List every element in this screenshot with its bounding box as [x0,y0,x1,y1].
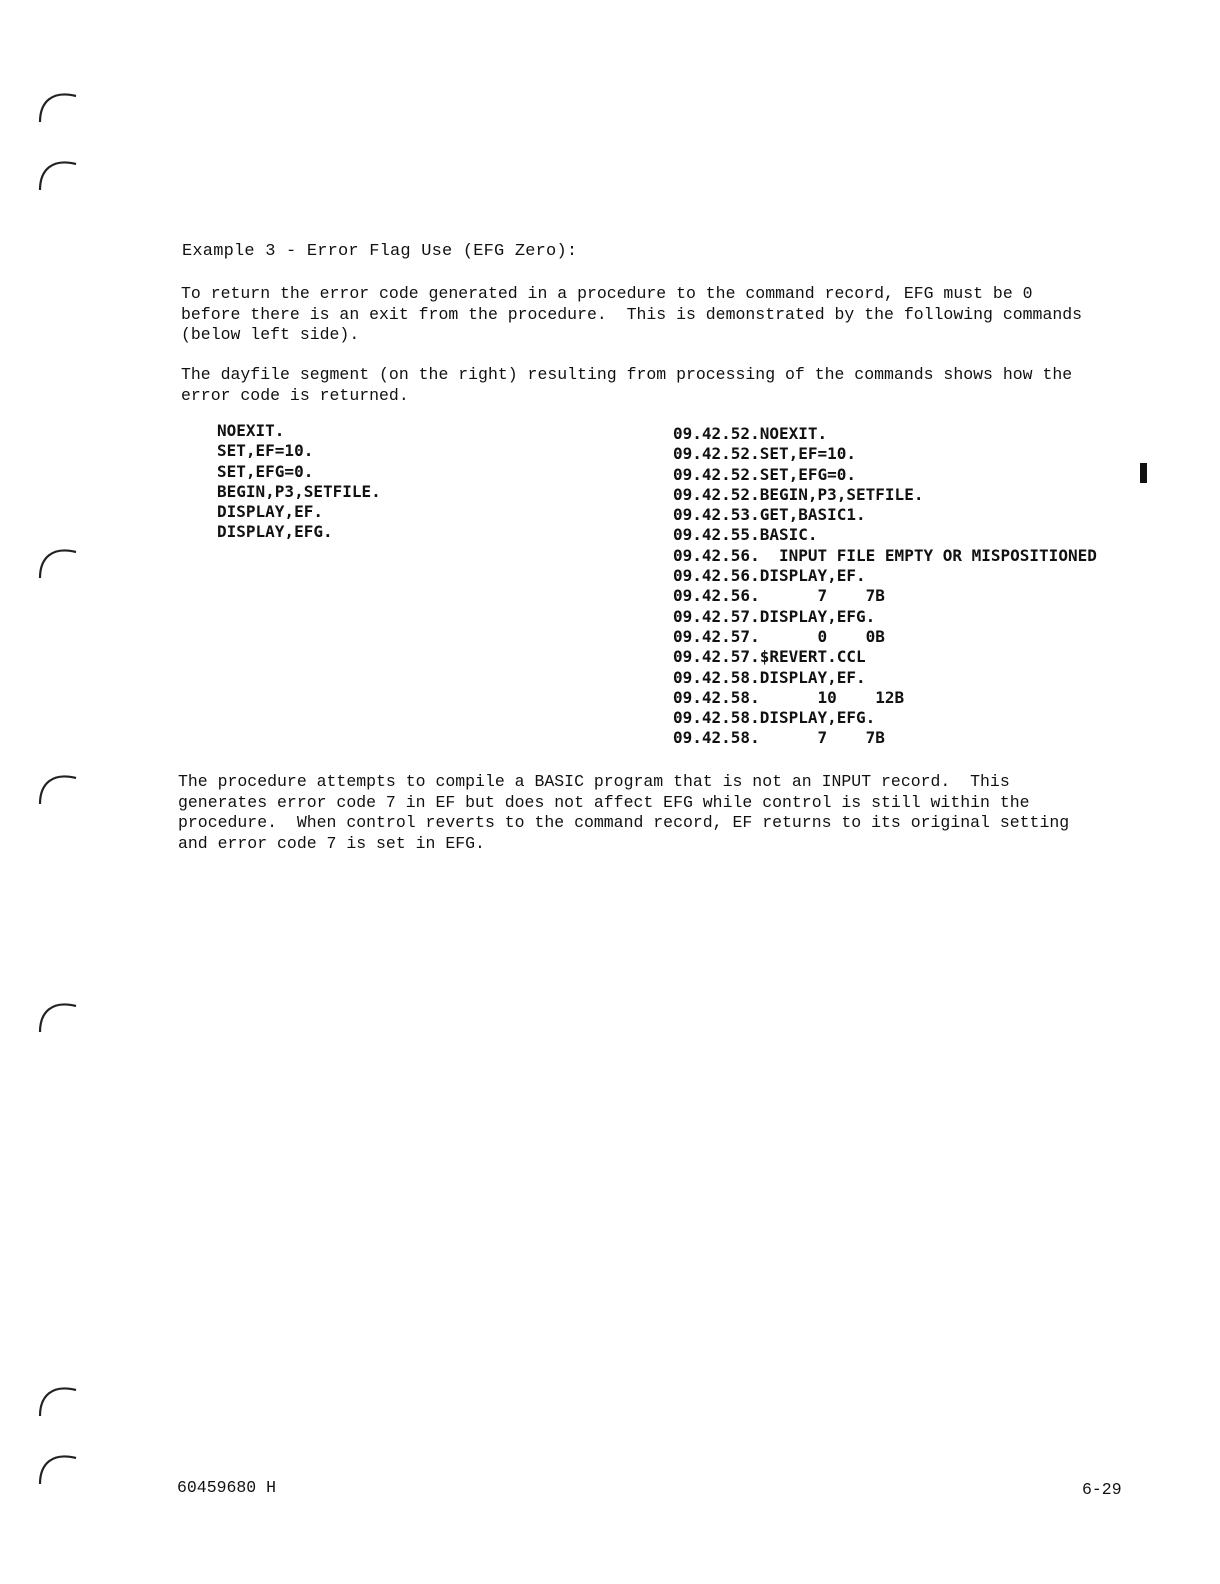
example-heading: Example 3 - Error Flag Use (EFG Zero): [182,242,578,261]
dayfile-line: 09.42.58. 7 7B [673,728,885,748]
paragraph-line: generates error code 7 in EF but does not affect EFG while control is still within the [178,792,1030,812]
dayfile-line: 09.42.58.DISPLAY,EFG. [673,708,876,728]
binder-hole-icon [36,1378,80,1418]
command-line: DISPLAY,EF. [217,502,323,522]
dayfile-line: 09.42.57. 0 0B [673,626,885,646]
paragraph-line: The dayfile segment (on the right) resulting from processing of the commands shows how the [181,365,1073,384]
dayfile-line: 09.42.52.SET,EF=10. [673,444,857,464]
dayfile-listing [673,424,1097,749]
paragraph-line: procedure. When control reverts to the command record, EF returns to its original setting [178,813,1070,832]
binder-hole-icon [36,1446,80,1486]
dayfile-line: 09.42.58. 10 12B [673,687,905,707]
command-line: SET,EF=10. [217,441,314,461]
paragraph-line: (below left side). [181,325,360,344]
paragraph-line: The procedure attempts to compile a BASIC program that is not an INPUT record. This [178,772,1010,791]
intro-paragraph [181,284,1141,346]
dayfile-line: 09.42.52.SET,EFG=0. [673,464,857,484]
binder-hole-icon [36,152,80,192]
paragraph-line: error code is returned. [181,385,409,405]
command-line: SET,EFG=0. [217,461,314,481]
binder-hole-icon [36,540,80,580]
document-number: 60459680 H [177,1478,277,1497]
command-listing [217,421,381,543]
paragraph-line: To return the error code generated in a procedure to the command record, EFG must be 0 [181,284,1033,303]
binder-hole-icon [36,994,80,1034]
dayfile-line: 09.42.57.$REVERT.CCL [673,647,866,667]
dayfile-line: 09.42.56.DISPLAY,EF. [673,566,866,586]
dayfile-line: 09.42.52.BEGIN,P3,SETFILE. [673,484,924,504]
command-line: BEGIN,P3,SETFILE. [217,481,381,501]
binder-hole-icon [36,84,80,124]
dayfile-line: 09.42.52.NOEXIT. [673,424,828,443]
binder-hole-icon [36,766,80,806]
dayfile-line: 09.42.56. 7 7B [673,586,885,606]
dayfile-line: 09.42.55.BASIC. [673,525,818,545]
command-line: NOEXIT. [217,421,285,440]
paragraph-line: and error code 7 is set in EFG. [178,833,485,853]
page-number: 6-29 [1082,1480,1122,1499]
dayfile-line: 09.42.56. INPUT FILE EMPTY OR MISPOSITIONED [673,545,1097,565]
change-bar [1140,463,1147,483]
dayfile-paragraph [181,365,1141,406]
paragraph-line: before there is an exit from the procedure. This is demonstrated by the following commands [181,304,1083,324]
explanation-paragraph [178,772,1138,854]
dayfile-line: 09.42.58.DISPLAY,EF. [673,667,866,687]
dayfile-line: 09.42.53.GET,BASIC1. [673,505,866,525]
dayfile-line: 09.42.57.DISPLAY,EFG. [673,606,876,626]
command-line: DISPLAY,EFG. [217,522,333,542]
